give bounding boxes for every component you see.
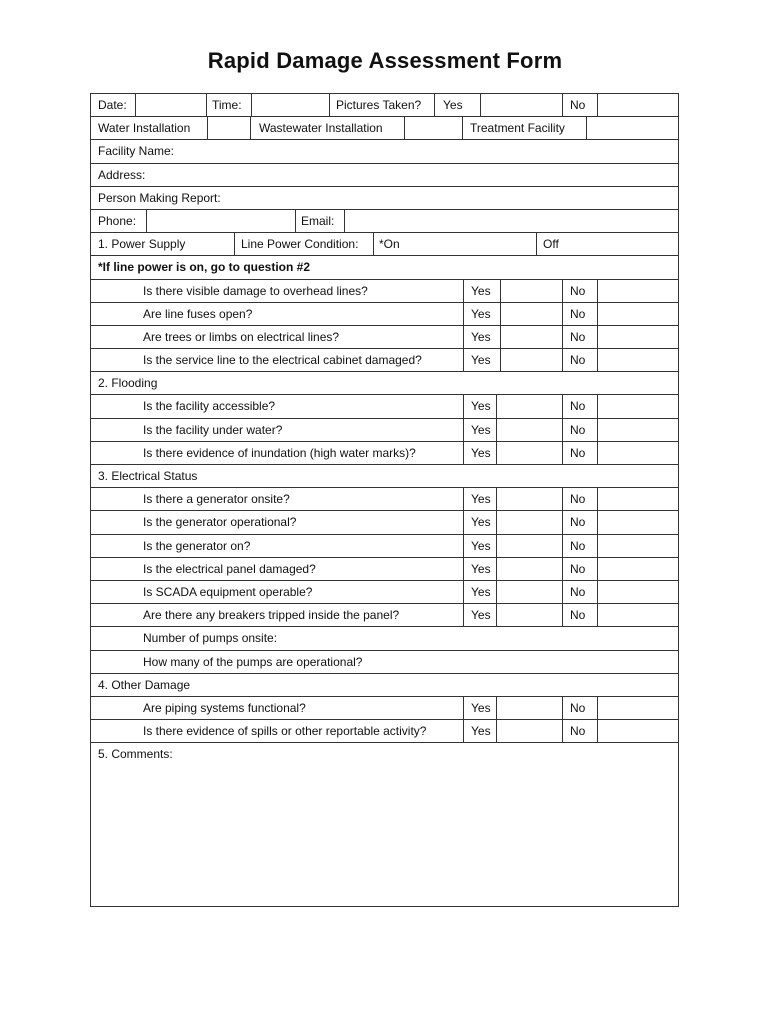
water-installation-checkbox[interactable]	[208, 117, 250, 139]
treatment-facility-label: Treatment Facility	[470, 121, 565, 136]
answer-yes-box[interactable]	[497, 488, 562, 510]
answer-no-label: No	[570, 445, 586, 460]
answer-no-label: No	[570, 353, 586, 368]
question-row	[91, 535, 678, 558]
pictures-no-field[interactable]	[598, 94, 678, 116]
question-row	[91, 303, 678, 326]
time-label: Time:	[212, 98, 242, 112]
answer-yes-box[interactable]	[497, 604, 562, 626]
answer-no-label: No	[570, 306, 586, 321]
answer-yes-label: Yes	[471, 584, 491, 599]
answer-no-label: No	[570, 538, 586, 553]
answer-yes-label: Yes	[471, 329, 491, 344]
question-text: Is the facility under water?	[143, 422, 283, 437]
answer-no-box[interactable]	[598, 535, 678, 557]
answer-no-box[interactable]	[598, 604, 678, 626]
answer-no-label: No	[570, 700, 586, 715]
question-text: Are trees or limbs on electrical lines?	[143, 329, 340, 344]
answer-no-box[interactable]	[598, 395, 678, 417]
answer-no-box[interactable]	[598, 720, 678, 742]
question-text: Is there evidence of spills or other reportable activity?	[143, 724, 427, 739]
question-text: Are line fuses open?	[143, 306, 253, 321]
question-text: Are piping systems functional?	[143, 700, 306, 715]
question-text: Is the service line to the electrical cabinet damaged?	[143, 353, 422, 368]
answer-yes-box[interactable]	[497, 395, 562, 417]
pumps-onsite-row[interactable]	[91, 627, 678, 650]
question-row	[91, 511, 678, 534]
wastewater-installation-checkbox[interactable]	[405, 117, 462, 139]
power-supply-row	[91, 233, 678, 256]
form-title: Rapid Damage Assessment Form	[207, 48, 563, 73]
other-damage-row	[91, 674, 678, 697]
pictures-yes-field[interactable]	[481, 94, 562, 116]
phone-field[interactable]	[147, 210, 295, 232]
other-damage-questions	[91, 697, 678, 743]
answer-no-box[interactable]	[598, 697, 678, 719]
question-row	[91, 581, 678, 604]
water-installation-label: Water Installation	[98, 121, 191, 136]
question-text: Is the facility accessible?	[143, 399, 276, 414]
wastewater-installation-label: Wastewater Installation	[259, 121, 383, 136]
answer-yes-box[interactable]	[497, 442, 562, 464]
answer-no-box[interactable]	[598, 442, 678, 464]
answer-yes-label: Yes	[471, 353, 491, 368]
power-supply-heading: 1. Power Supply	[98, 237, 186, 252]
pumps-operational-row[interactable]	[91, 651, 678, 674]
answer-no-label: No	[570, 724, 586, 739]
power-note-row	[91, 256, 678, 279]
answer-no-label: No	[570, 399, 586, 414]
address-label: Address:	[98, 167, 146, 182]
question-text: Is there visible damage to overhead lines?	[143, 283, 368, 298]
header-row	[91, 94, 678, 117]
power-on-label: *On	[379, 237, 400, 252]
answer-no-label: No	[570, 515, 586, 530]
question-row	[91, 280, 678, 303]
answer-no-box[interactable]	[598, 488, 678, 510]
question-row	[91, 558, 678, 581]
question-text: Is there evidence of inundation (high water marks)?	[143, 445, 416, 460]
address-row[interactable]	[91, 164, 678, 187]
electrical-questions	[91, 488, 678, 627]
answer-yes-label: Yes	[471, 422, 491, 437]
comments-area[interactable]	[91, 743, 678, 906]
email-field[interactable]	[345, 210, 678, 232]
flooding-heading: 2. Flooding	[98, 376, 158, 391]
answer-no-label: No	[570, 492, 586, 507]
question-text: Are there any breakers tripped inside the panel?	[143, 608, 400, 623]
flooding-questions	[91, 395, 678, 465]
answer-yes-label: Yes	[471, 399, 491, 414]
pictures-taken-label: Pictures Taken?	[336, 98, 422, 112]
answer-yes-label: Yes	[471, 283, 491, 298]
answer-yes-label: Yes	[471, 538, 491, 553]
question-text: Is the electrical panel damaged?	[143, 561, 316, 576]
answer-yes-label: Yes	[471, 515, 491, 530]
answer-no-box[interactable]	[598, 303, 678, 325]
question-row	[91, 604, 678, 627]
line-power-condition-label: Line Power Condition:	[241, 237, 359, 252]
power-note: *If line power is on, go to question #2	[98, 260, 311, 275]
electrical-row	[91, 465, 678, 488]
question-text: Is the generator on?	[143, 538, 251, 553]
treatment-facility-checkbox[interactable]	[587, 117, 678, 139]
question-row	[91, 395, 678, 418]
pictures-yes-label: Yes	[443, 98, 463, 112]
facility-name-label: Facility Name:	[98, 144, 175, 159]
answer-no-box[interactable]	[598, 511, 678, 533]
answer-yes-label: Yes	[471, 306, 491, 321]
email-label: Email:	[301, 213, 335, 228]
power-off-label: Off	[543, 237, 559, 252]
question-row	[91, 349, 678, 372]
question-text: Is there a generator onsite?	[143, 492, 290, 507]
question-row	[91, 442, 678, 465]
date-field[interactable]	[136, 94, 206, 116]
question-text: Is the generator operational?	[143, 515, 297, 530]
question-text: Is SCADA equipment operable?	[143, 584, 313, 599]
answer-yes-box[interactable]	[501, 349, 562, 371]
question-row	[91, 326, 678, 349]
power-questions	[91, 280, 678, 373]
facility-type-row	[91, 117, 678, 140]
answer-yes-box[interactable]	[497, 419, 562, 441]
answer-yes-box[interactable]	[501, 280, 562, 302]
answer-yes-label: Yes	[471, 608, 491, 623]
answer-yes-box[interactable]	[497, 697, 562, 719]
pumps-operational-label: How many of the pumps are operational?	[143, 654, 363, 669]
question-row	[91, 419, 678, 442]
answer-no-box[interactable]	[598, 558, 678, 580]
answer-no-label: No	[570, 561, 586, 576]
answer-no-label: No	[570, 422, 586, 437]
answer-no-box[interactable]	[598, 419, 678, 441]
question-row	[91, 488, 678, 511]
answer-yes-box[interactable]	[501, 303, 562, 325]
answer-yes-label: Yes	[471, 700, 491, 715]
answer-yes-label: Yes	[471, 492, 491, 507]
contact-row	[91, 210, 678, 233]
person-making-report-label: Person Making Report:	[98, 190, 221, 205]
answer-no-box[interactable]	[598, 326, 678, 348]
answer-no-label: No	[570, 329, 586, 344]
facility-name-row[interactable]	[91, 140, 678, 163]
electrical-heading: 3. Electrical Status	[98, 469, 198, 483]
answer-yes-label: Yes	[471, 561, 491, 576]
answer-yes-label: Yes	[471, 445, 491, 460]
time-field[interactable]	[252, 94, 329, 116]
assessment-form	[90, 93, 679, 907]
answer-yes-box[interactable]	[497, 581, 562, 603]
phone-label: Phone:	[98, 213, 137, 228]
question-row	[91, 720, 678, 743]
answer-yes-box[interactable]	[497, 720, 562, 742]
comments-heading: 5. Comments:	[98, 747, 173, 762]
answer-yes-box[interactable]	[497, 558, 562, 580]
pumps-onsite-label: Number of pumps onsite:	[143, 631, 278, 646]
answer-no-label: No	[570, 283, 586, 298]
answer-yes-box[interactable]	[501, 326, 562, 348]
answer-yes-box[interactable]	[497, 535, 562, 557]
question-row	[91, 697, 678, 720]
person-row[interactable]	[91, 187, 678, 210]
other-damage-heading: 4. Other Damage	[98, 677, 191, 692]
answer-no-box[interactable]	[598, 280, 678, 302]
answer-no-box[interactable]	[598, 581, 678, 603]
flooding-row	[91, 372, 678, 395]
answer-yes-label: Yes	[471, 724, 491, 739]
pictures-no-label: No	[570, 98, 586, 112]
answer-no-label: No	[570, 608, 586, 623]
date-label: Date:	[98, 98, 127, 112]
answer-yes-box[interactable]	[497, 511, 562, 533]
answer-no-box[interactable]	[598, 349, 678, 371]
answer-no-label: No	[570, 584, 586, 599]
